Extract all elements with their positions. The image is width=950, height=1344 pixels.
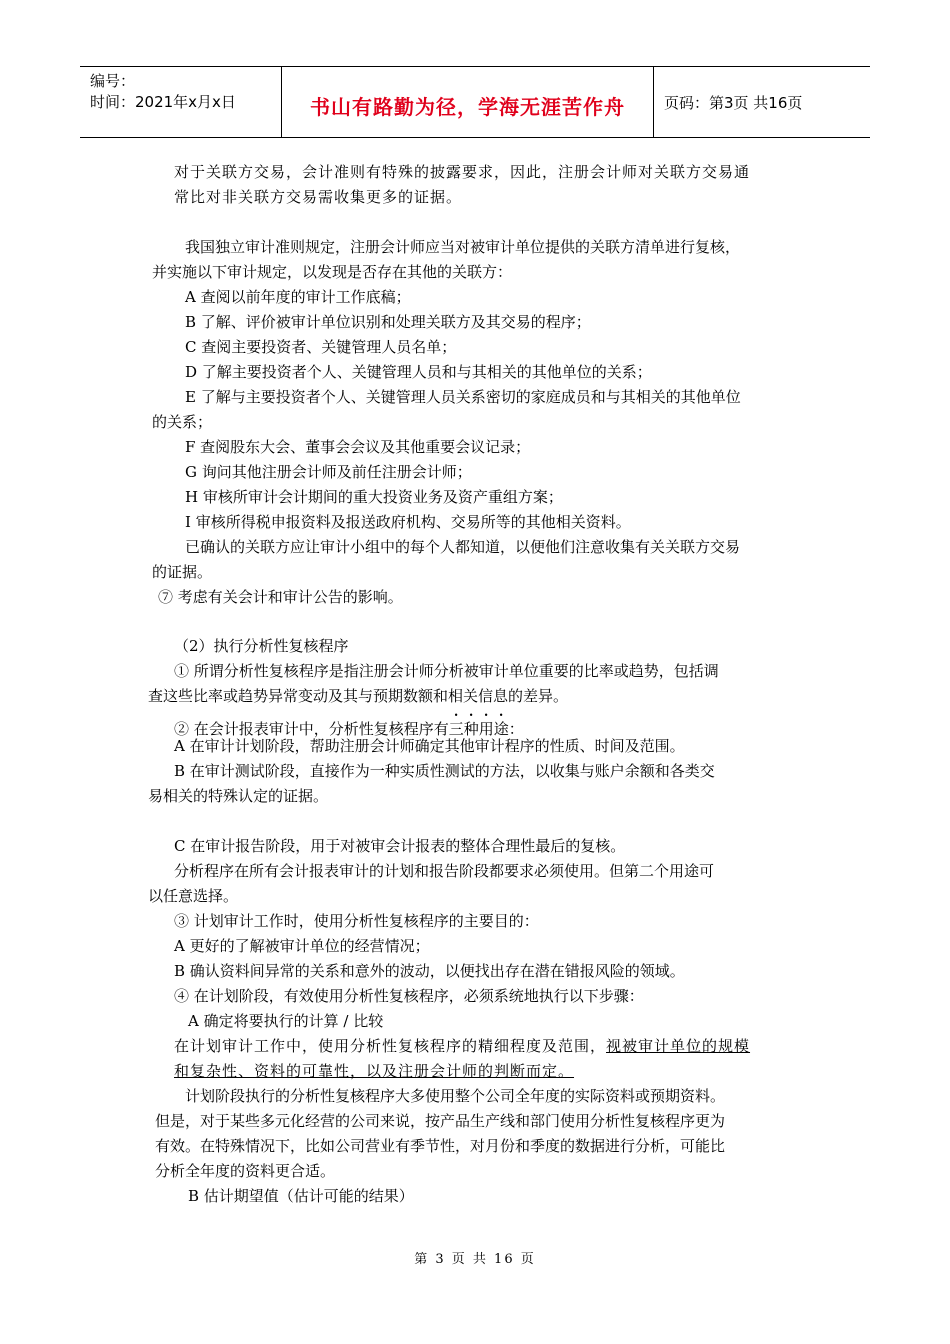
body-line: 分析程序在所有会计报表审计的计划和报告阶段都要求必须使用。但第二个用途可 xyxy=(174,862,715,880)
body-line: 的关系； xyxy=(152,413,213,431)
body-text: ② 在会计报表审计中，分析性复核程序有 xyxy=(174,720,449,738)
body-line: 查这些比率或趋势异常变动及其与预期数额和相关信息的差异。 xyxy=(148,687,569,705)
body-line: 计划阶段执行的分析性复核程序大多使用整个公司全年度的实际资料或预期资料。 xyxy=(185,1087,726,1105)
body-line: 对于关联方交易，会计准则有特殊的披露要求，因此，注册会计师对关联方交易通 xyxy=(174,163,751,181)
doc-code-label: 编号： xyxy=(90,72,136,90)
doc-date: 时间：2021年x月x日 xyxy=(90,93,236,111)
header-meta xyxy=(80,67,282,137)
list-item: D 了解主要投资者个人、关键管理人员和与其相关的其他单位的关系； xyxy=(185,363,652,381)
body-line: ④ 在计划阶段，有效使用分析性复核程序，必须系统地执行以下步骤： xyxy=(174,987,644,1005)
list-item: B 在审计测试阶段，直接作为一种实质性测试的方法，以收集与账户余额和各类交 xyxy=(174,762,715,780)
underlined-text: 视被审计单位的规模 xyxy=(606,1037,751,1055)
page-header xyxy=(80,66,870,138)
body-line: ③ 计划审计工作时，使用分析性复核程序的主要目的： xyxy=(174,912,539,930)
body-line: 的证据。 xyxy=(152,563,213,581)
list-item: B 确认资料间异常的关系和意外的波动，以便找出存在潜在错报风险的领域。 xyxy=(174,962,685,980)
emphasis-text: 三种用途 xyxy=(448,720,509,738)
list-item: C 查阅主要投资者、关键管理人员名单； xyxy=(185,338,457,356)
list-item: E 了解与主要投资者个人、关键管理人员关系密切的家庭成员和与其相关的其他单位 xyxy=(185,388,741,406)
body-line: ⑦ 考虑有关会计和审计公告的影响。 xyxy=(158,588,403,606)
body-line xyxy=(174,1036,750,1056)
body-line: 易相关的特殊认定的证据。 xyxy=(148,787,329,805)
header-page-info: 页码：第3页 共16页 xyxy=(664,93,803,112)
list-item: A 在审计计划阶段，帮助注册会计师确定其他审计程序的性质、时间及范围。 xyxy=(174,737,685,755)
body-line: 常比对非关联方交易需收集更多的证据。 xyxy=(174,188,463,206)
underlined-text: 和复杂性、资料的可靠性，以及注册会计师的判断而定。 xyxy=(174,1062,575,1080)
body-text: ： xyxy=(508,720,524,738)
body-line: 以任意选择。 xyxy=(148,887,239,905)
list-item: B 了解、评价被审计单位识别和处理关联方及其交易的程序； xyxy=(185,313,591,331)
body-line: 有效。在特殊情况下，比如公司营业有季节性，对月份和季度的数据进行分析，可能比 xyxy=(155,1137,726,1155)
body-line: 但是，对于某些多元化经营的公司来说，按产品生产线和部门使用分析性复核程序更为 xyxy=(155,1112,726,1130)
body-line: 我国独立审计准则规定，注册会计师应当对被审计单位提供的关联方清单进行复核， xyxy=(185,238,741,256)
body-line xyxy=(174,711,524,739)
body-line: 已确认的关联方应让审计小组中的每个人都知道，以便他们注意收集有关关联方交易 xyxy=(185,538,741,556)
body-line: 并实施以下审计规定，以发现是否存在其他的关联方： xyxy=(152,263,513,281)
body-line: 分析全年度的资料更合适。 xyxy=(155,1162,336,1180)
page-footer: 第 3 页 共 16 页 xyxy=(414,1252,536,1267)
list-item: A 查阅以前年度的审计工作底稿； xyxy=(185,288,411,306)
section-heading: （2）执行分析性复核程序 xyxy=(174,637,349,655)
list-item: G 询问其他注册会计师及前任注册会计师； xyxy=(185,463,472,481)
list-item: A 更好的了解被审计单位的经营情况； xyxy=(174,937,430,955)
body-line: ① 所谓分析性复核程序是指注册会计师分析被审计单位重要的比率或趋势，包括调 xyxy=(174,662,719,680)
list-item: A 确定将要执行的计算 / 比较 xyxy=(188,1012,384,1030)
body-text: 在计划审计工作中，使用分析性复核程序的精细程度及范围， xyxy=(174,1037,607,1055)
list-item: C 在审计报告阶段，用于对被审会计报表的整体合理性最后的复核。 xyxy=(174,837,626,855)
list-item: H 审核所审计会计期间的重大投资业务及资产重组方案； xyxy=(185,488,563,506)
list-item: I 审核所得税申报资料及报送政府机构、交易所等的其他相关资料。 xyxy=(185,513,631,531)
header-motto: 书山有路勤为径，学海无涯苦作舟 xyxy=(282,67,654,137)
list-item: B 估计期望值（估计可能的结果） xyxy=(188,1187,414,1205)
list-item: F 查阅股东大会、董事会会议及其他重要会议记录； xyxy=(185,438,531,456)
